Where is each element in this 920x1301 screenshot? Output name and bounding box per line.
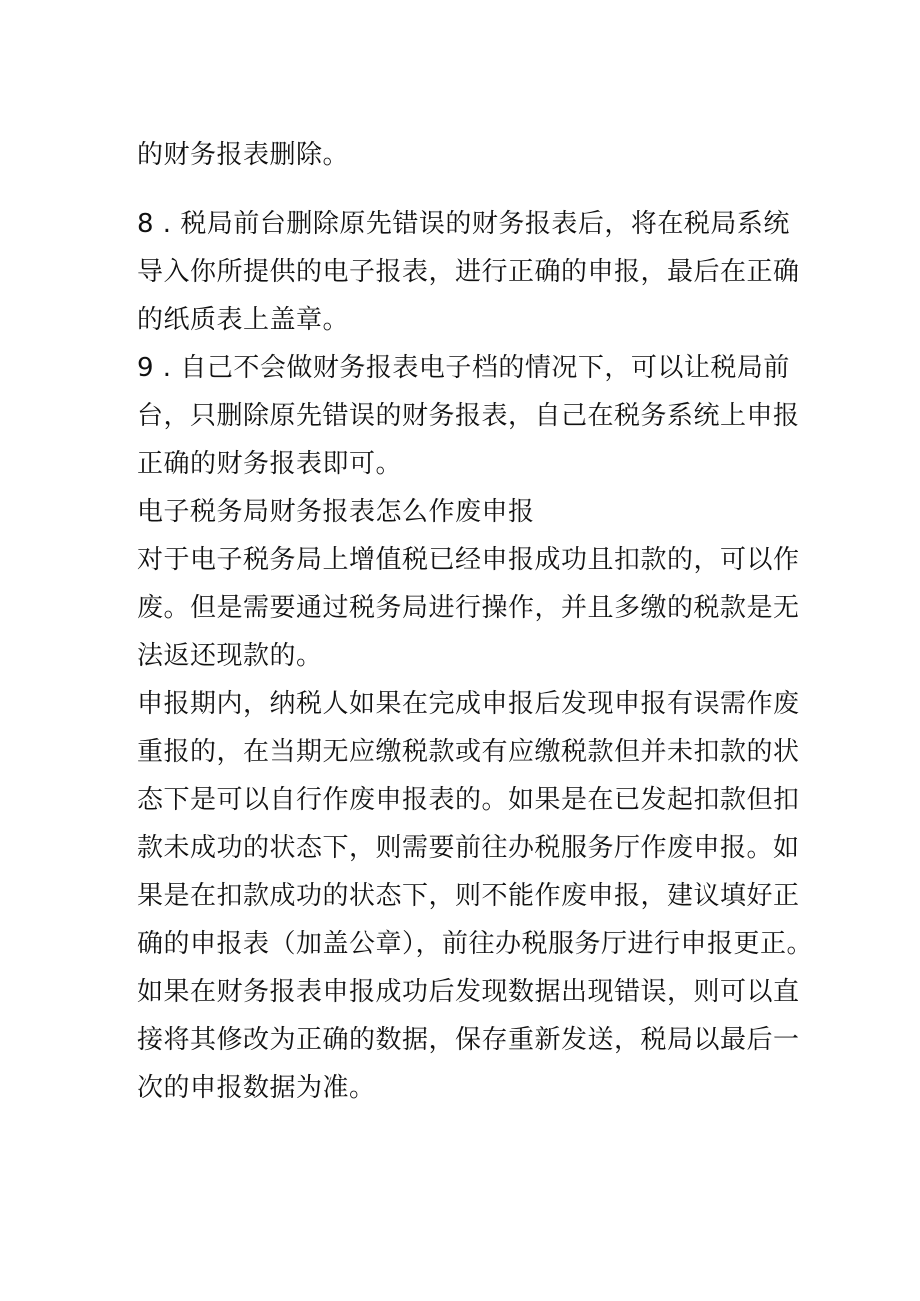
text-line: 的纸质表上盖章。 [137, 305, 350, 335]
text-line: 废。但是需要通过税务局进行操作，并且多缴的税款是无 [137, 593, 800, 623]
text-line: 如果在财务报表申报成功后发现数据出现错误，则可以直 [137, 977, 800, 1007]
text-line: 重报的，在当期无应缴税款或有应缴税款但并未扣款的状 [137, 737, 800, 767]
text-line: 果是在扣款成功的状态下，则不能作废申报，建议填好正 [137, 881, 800, 911]
text-line: 8 . 税局前台删除原先错误的财务报表后，将在税局系统 [137, 209, 790, 239]
section-heading: 电子税务局财务报表怎么作废申报 [137, 497, 535, 527]
text-line: 对于电子税务局上增值税已经申报成功且扣款的，可以作 [137, 545, 800, 575]
text-line: 法返还现款的。 [137, 641, 323, 671]
text-line: 确的申报表（加盖公章），前往办税服务厅进行申报更正。 [137, 929, 814, 959]
text-line: 的财务报表删除。 [137, 140, 350, 170]
text-line: 态下是可以自行作废申报表的。如果是在已发起扣款但扣 [137, 785, 800, 815]
text-line: 款未成功的状态下，则需要前往办税服务厅作废申报。如 [137, 833, 800, 863]
text-line: 导入你所提供的电子报表，进行正确的申报，最后在正确 [137, 257, 800, 287]
text-line: 接将其修改为正确的数据，保存重新发送，税局以最后一 [137, 1025, 800, 1055]
text-line: 台，只删除原先错误的财务报表，自己在税务系统上申报 [137, 401, 800, 431]
text-line: 9 . 自己不会做财务报表电子档的情况下，可以让税局前 [137, 353, 790, 383]
text-line: 申报期内，纳税人如果在完成申报后发现申报有误需作废 [137, 689, 800, 719]
text-line: 正确的财务报表即可。 [137, 449, 403, 479]
text-line: 次的申报数据为准。 [137, 1073, 376, 1103]
